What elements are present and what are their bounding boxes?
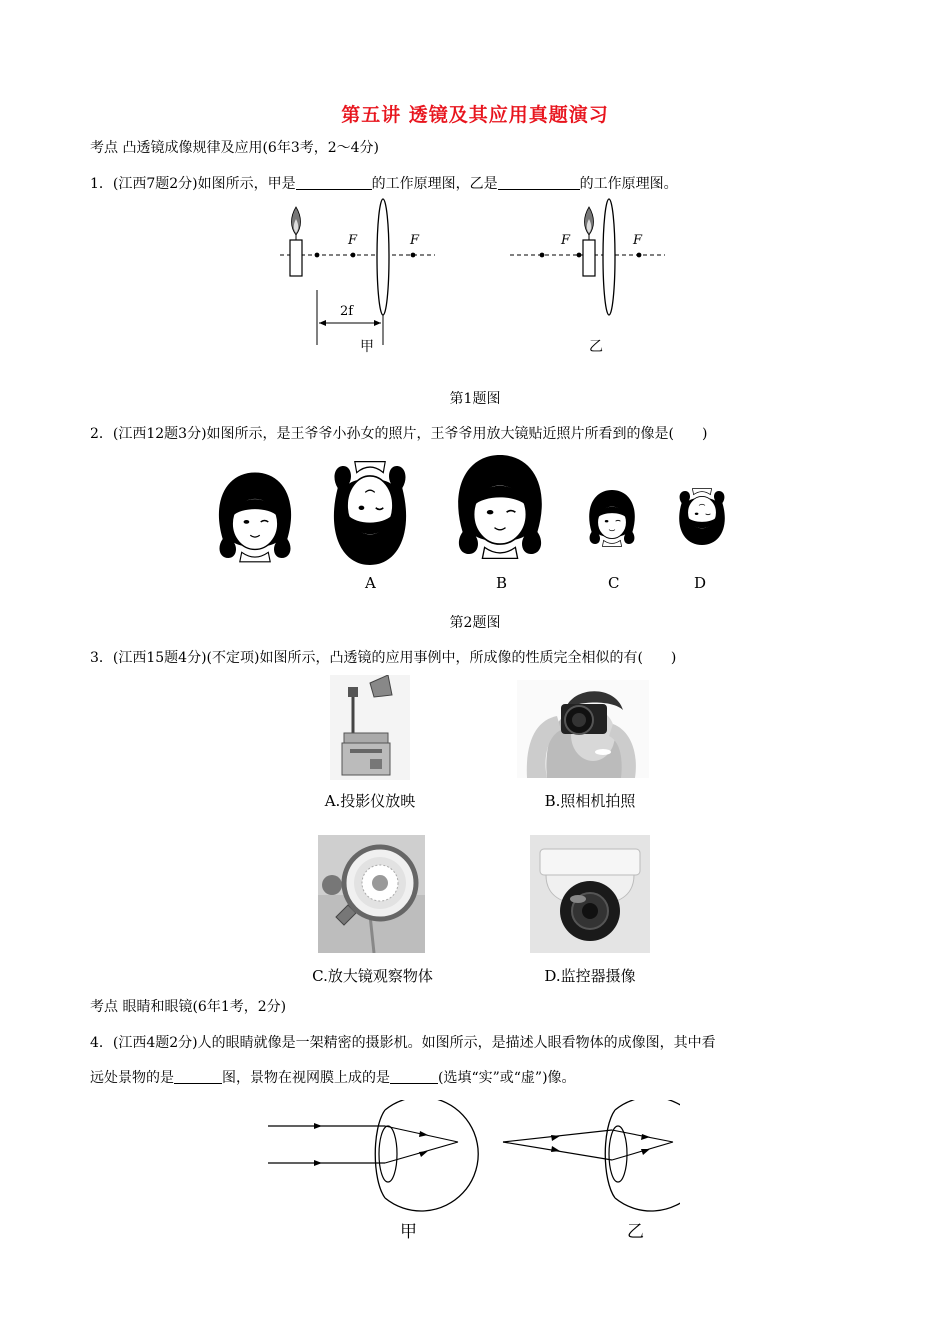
- q4-eye-diagrams: [260, 1100, 680, 1250]
- original-photo: [219, 473, 291, 562]
- q4-text-part1: 远处景物的是: [90, 1070, 174, 1086]
- eye-lens-jia: [379, 1126, 397, 1182]
- diagram-yi: [510, 199, 665, 355]
- q4-blank-2[interactable]: [390, 1069, 438, 1084]
- figure-1-caption: 第1题图: [449, 391, 501, 407]
- camera-photo: [517, 680, 649, 778]
- question-2-text: 2．(江西12题3分)如图所示，是王爷爷小孙女的照片，王爷爷用放大镜贴近照片所看到的像是( ): [90, 426, 708, 442]
- eye-diagram-jia: [268, 1100, 478, 1242]
- section-heading-eyes: 考点 眼睛和眼镜(6年1考，2分): [90, 999, 287, 1015]
- focus-left-jia: [351, 253, 356, 258]
- q3-option-d: D.监控器摄像: [544, 967, 636, 985]
- q1-text-part2: 的工作原理图，乙是: [371, 176, 498, 192]
- magnifier-photo: [318, 835, 425, 953]
- candle-jia: [290, 207, 302, 276]
- candle-yi: [583, 207, 595, 276]
- focus-left-yi: [577, 253, 582, 258]
- eye-label-yi: 乙: [627, 1222, 644, 1242]
- point-2f-yi: [540, 253, 545, 258]
- q3-option-b: B.照相机拍照: [544, 792, 636, 810]
- section-heading-convex-lens: 考点 凸透镜成像规律及应用(6年3考，2～4分): [90, 140, 380, 156]
- label-2f: 2f: [340, 304, 354, 319]
- q4-text-part3: (选填“实”或“虚”)像。: [438, 1070, 576, 1086]
- focus-label-right-yi: F: [633, 233, 643, 248]
- q1-lens-diagrams: [270, 195, 690, 365]
- focus-label-left-yi: F: [561, 233, 571, 248]
- q4-blank-1[interactable]: [174, 1069, 222, 1084]
- figure-2-caption: 第2题图: [449, 615, 501, 631]
- label-yi: 乙: [589, 339, 603, 355]
- option-a-image: [334, 462, 406, 565]
- q3-option-a: A.投影仪放映: [324, 792, 416, 810]
- q1-blank-1[interactable]: [296, 175, 372, 190]
- option-b-image: [458, 455, 542, 558]
- security-camera-photo: [530, 835, 650, 953]
- q1-blank-2[interactable]: [498, 175, 580, 190]
- option-d-image: [679, 489, 725, 545]
- label-jia: 甲: [360, 339, 374, 355]
- question-1-text: [90, 173, 678, 193]
- option-c-label: C: [608, 574, 620, 592]
- focus-label-left-jia: F: [348, 233, 358, 248]
- eye-diagram-yi: [503, 1100, 680, 1242]
- convex-lens-jia: [377, 199, 389, 315]
- q4-text-part2: 图，景物在视网膜上成的是: [222, 1070, 390, 1086]
- option-c-image: [589, 490, 635, 546]
- q3-option-c: C.放大镜观察物体: [312, 967, 433, 985]
- eye-lens-yi: [609, 1126, 627, 1182]
- option-a-label: A: [365, 574, 376, 592]
- focus-right-jia: [411, 253, 416, 258]
- convex-lens-yi: [603, 199, 615, 315]
- q2-girl-images: [210, 455, 750, 600]
- q1-text-part1: 1．(江西7题2分)如图所示，甲是: [90, 176, 296, 192]
- option-b-label: B: [496, 574, 508, 592]
- diagram-jia: [280, 199, 435, 355]
- eye-label-jia: 甲: [400, 1222, 417, 1242]
- projector-photo: [330, 675, 410, 780]
- question-4-line-2: [90, 1067, 576, 1087]
- q1-text-part3: 的工作原理图。: [579, 176, 678, 192]
- question-4-line-1: 4．(江西4题2分)人的眼睛就像是一架精密的摄影机。如图所示，是描述人眼看物体的成像图，其中看: [90, 1035, 716, 1051]
- focus-right-yi: [637, 253, 642, 258]
- point-2f-jia: [315, 253, 320, 258]
- page-title: 第五讲 透镜及其应用真题演习: [341, 104, 609, 126]
- focus-label-right-jia: F: [410, 233, 420, 248]
- option-d-label: D: [694, 574, 707, 592]
- question-3-text: 3．(江西15题4分)(不定项)如图所示，凸透镜的应用事例中，所成像的性质完全相似的有( ): [90, 650, 677, 666]
